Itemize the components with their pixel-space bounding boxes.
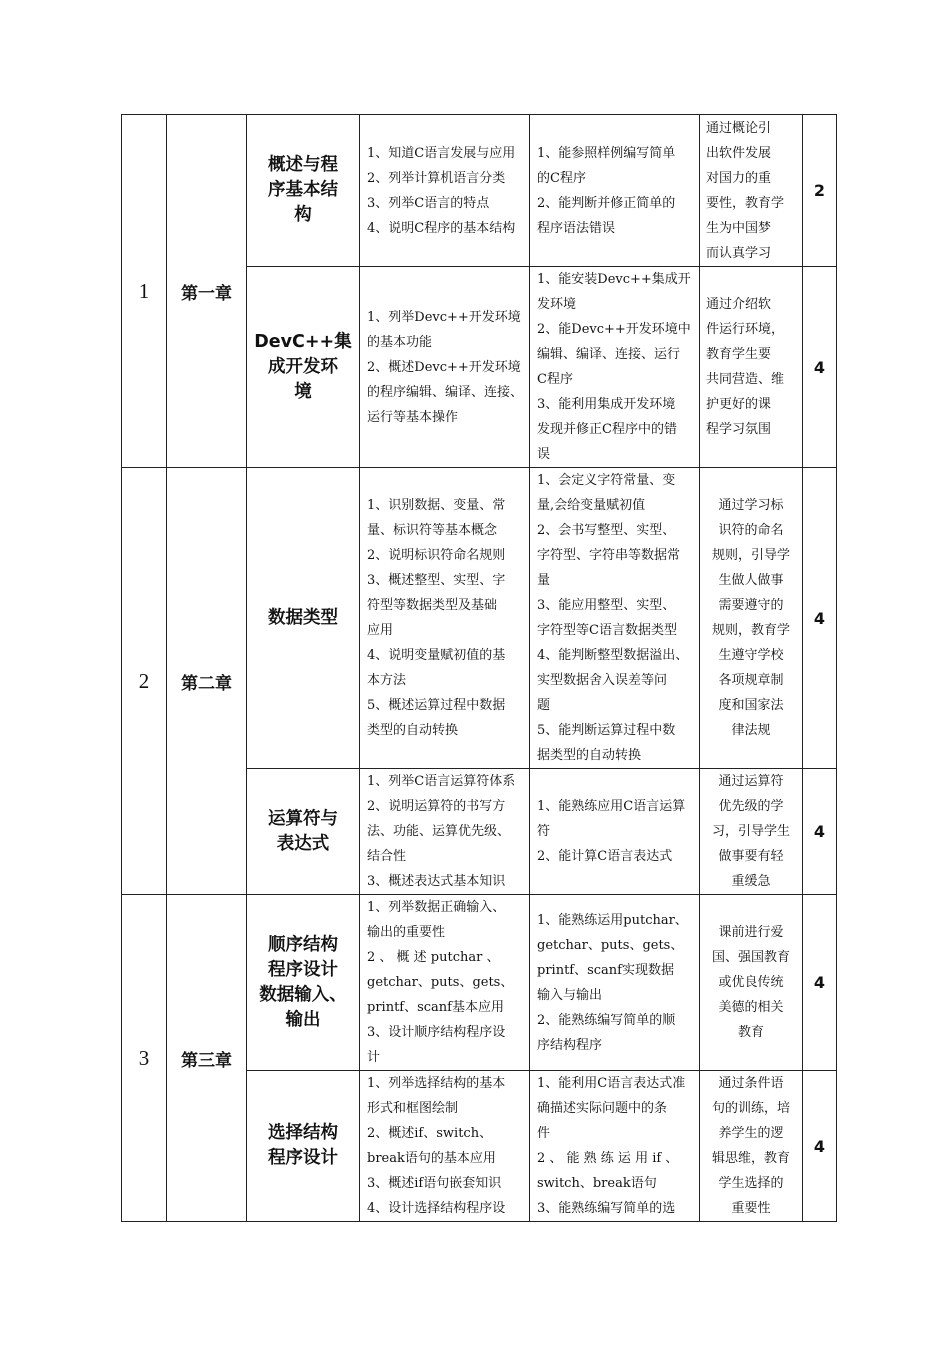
unit-number: 1 [122,115,167,468]
class-hours: 4 [803,468,837,769]
knowledge-objectives: 1、列举Devc++开发环境 的基本功能 2、概述Devc++开发环境 的程序编辑、编译、连接、 运行等基本操作 [360,267,530,468]
ideology-objectives: 通过运算符 优先级的学 习，引导学生 做事要有轻 重缓急 [700,769,803,895]
knowledge-objectives: 1、列举数据正确输入、 输出的重要性 2 、 概 述 putchar 、 getchar、puts、gets、 printf、scanf基本应用 3、设计顺序结构程序设 计 [360,895,530,1071]
skill-objectives: 1、能熟练应用C语言运算 符 2、能计算C语言表达式 [530,769,700,895]
skill-objectives: 1、能参照样例编写简单 的C程序 2、能判断并修正简单的 程序语法错误 [530,115,700,267]
ideology-objectives: 通过概论引 出软件发展 对国力的重 要性，教育学 生为中国梦 而认真学习 [700,115,803,267]
unit-number: 3 [122,895,167,1222]
class-hours: 4 [803,769,837,895]
class-hours: 4 [803,1071,837,1222]
topic-cell: DevC++集 成开发环 境 [247,267,360,468]
topic-cell: 顺序结构 程序设计 数据输入、 输出 [247,895,360,1071]
knowledge-objectives: 1、列举C语言运算符体系 2、说明运算符的书写方 法、功能、运算优先级、 结合性 3、概述表达式基本知识 [360,769,530,895]
skill-objectives: 1、能利用C语言表达式准 确描述实际问题中的条 件 2 、 能 熟 练 运 用 if 、 switch、break语句 3、能熟练编写简单的选 [530,1071,700,1222]
topic-cell: 数据类型 [247,468,360,769]
curriculum-table [121,114,837,1222]
skill-objectives: 1、能安装Devc++集成开 发环境 2、能Devc++开发环境中 编辑、编译、连接、运行 C程序 3、能利用集成开发环境 发现并修正C程序中的错 误 [530,267,700,468]
class-hours: 4 [803,267,837,468]
table-row [122,115,837,267]
class-hours: 2 [803,115,837,267]
knowledge-objectives: 1、知道C语言发展与应用 2、列举计算机语言分类 3、列举C语言的特点 4、说明C程序的基本结构 [360,115,530,267]
topic-cell: 概述与程 序基本结 构 [247,115,360,267]
chapter-title: 第三章 [167,895,247,1222]
skill-objectives: 1、能熟练运用putchar、 getchar、puts、gets、 printf、scanf实现数据 输入与输出 2、能熟练编写简单的顺 序结构程序 [530,895,700,1071]
ideology-objectives: 课前进行爱 国、强国教育 或优良传统 美德的相关 教育 [700,895,803,1071]
ideology-objectives: 通过学习标 识符的命名 规则，引导学 生做人做事 需要遵守的 规则，教育学 生遵守学校 各项规章制 度和国家法 律法规 [700,468,803,769]
ideology-objectives: 通过条件语 句的训练，培 养学生的逻 辑思维，教育 学生选择的 重要性 [700,1071,803,1222]
class-hours: 4 [803,895,837,1071]
unit-number: 2 [122,468,167,895]
topic-cell: 运算符与 表达式 [247,769,360,895]
knowledge-objectives: 1、列举选择结构的基本 形式和框图绘制 2、概述if、switch、 break语句的基本应用 3、概述if语句嵌套知识 4、设计选择结构程序设 [360,1071,530,1222]
knowledge-objectives: 1、识别数据、变量、常 量、标识符等基本概念 2、说明标识符命名规则 3、概述整型、实型、字 符型等数据类型及基础 应用 4、说明变量赋初值的基 本方法 5、概述运算过程中数据 类型的自动转换 [360,468,530,769]
ideology-objectives: 通过介绍软 件运行环境， 教育学生要 共同营造、维 护更好的课 程学习氛围 [700,267,803,468]
chapter-title: 第二章 [167,468,247,895]
topic-cell: 选择结构 程序设计 [247,1071,360,1222]
chapter-title: 第一章 [167,115,247,468]
table-row [122,895,837,1071]
table-row [122,468,837,769]
skill-objectives: 1、会定义字符常量、变 量,会给变量赋初值 2、会书写整型、实型、 字符型、字符串等数据常 量 3、能应用整型、实型、 字符型等C语言数据类型 4、能判断整型数据溢出、 实型数据舍入误差等问 题 5、能判断运算过程中数 据类型的自动转换 [530,468,700,769]
